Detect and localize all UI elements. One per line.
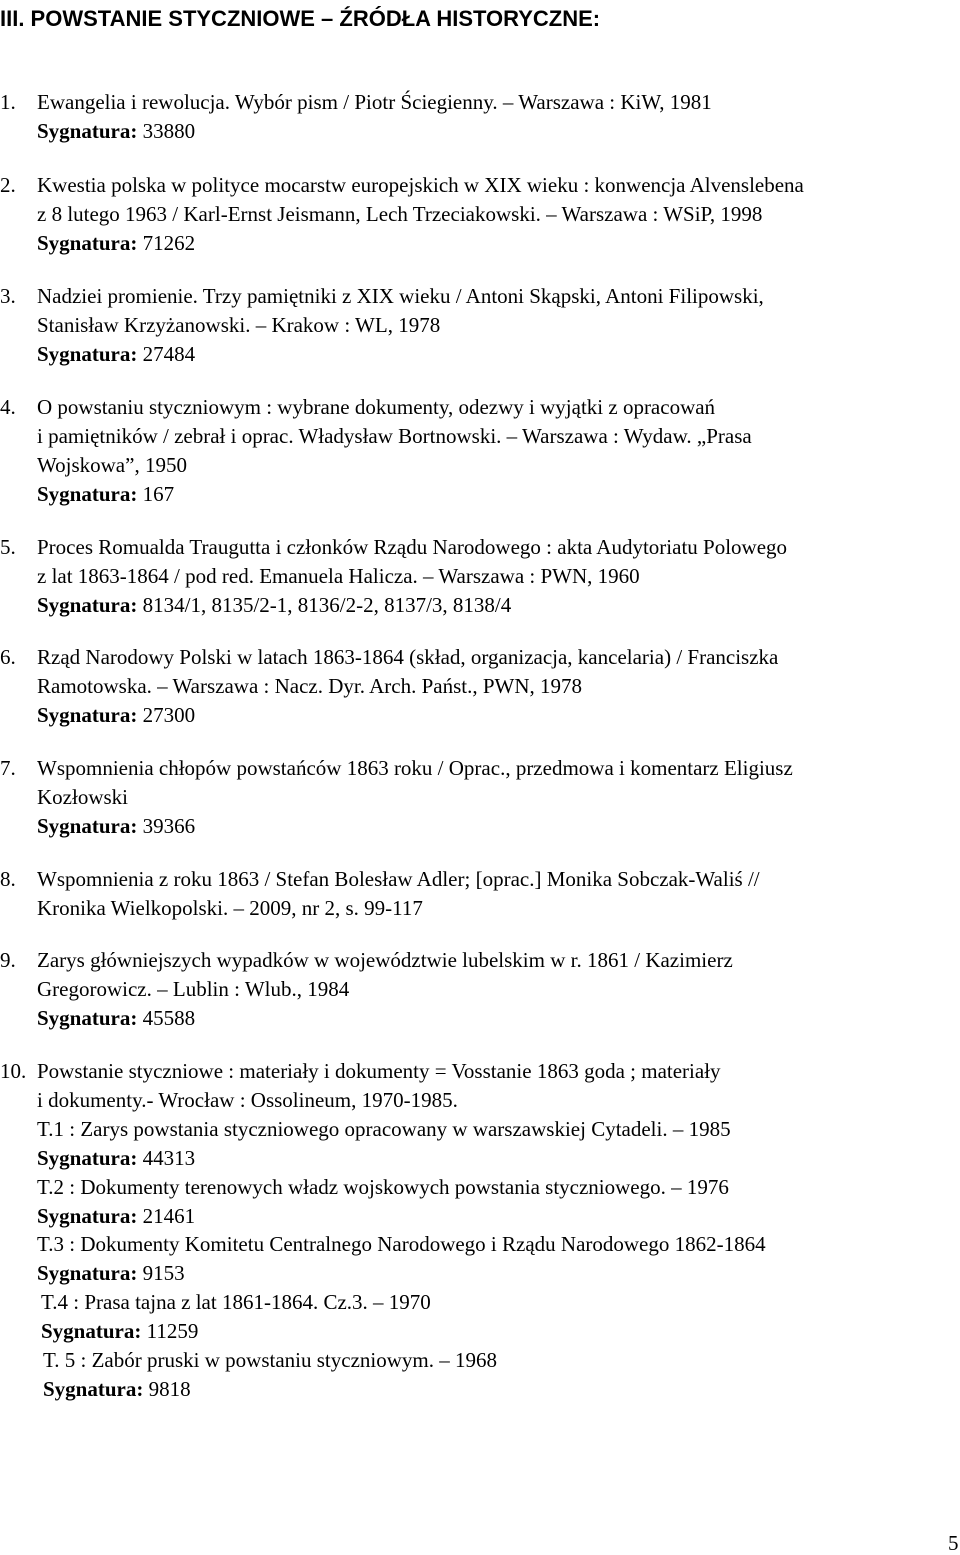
signature-line <box>37 229 940 258</box>
volume-entry <box>37 1230 937 1288</box>
entry-number: 5. <box>0 535 16 559</box>
entry-text-line: O powstaniu styczniowym : wybrane dokumenty, odezwy i wyjątki z opracowań <box>37 395 716 419</box>
entry-number: 10. <box>0 1059 27 1083</box>
entry-text-line: Gregorowicz. – Lublin : Wlub., 1984 <box>37 977 350 1001</box>
signature-line <box>37 1202 937 1231</box>
entry-text-line: Zarys główniejszych wypadków w województwie lubelskim w r. 1861 / Kazimierz <box>37 948 733 972</box>
entry-body <box>37 533 940 620</box>
signature-line <box>37 591 940 620</box>
bibliography-entry <box>0 865 940 923</box>
entry-number: 4. <box>0 395 16 419</box>
signature-label: Sygnatura: <box>37 482 138 506</box>
entry-text-line: z lat 1863-1864 / pod red. Emanuela Halicza. – Warszawa : PWN, 1960 <box>37 564 640 588</box>
bibliography-entry <box>0 754 940 841</box>
signature-value: 27300 <box>142 703 196 727</box>
signature-line <box>37 701 940 730</box>
bibliography-entry <box>0 282 940 369</box>
signature-line <box>37 340 940 369</box>
signature-value: 44313 <box>142 1146 196 1170</box>
signature-line <box>41 1317 941 1346</box>
volume-title: T.4 : Prasa tajna z lat 1861-1864. Cz.3. – 1970 <box>41 1290 431 1314</box>
bibliography-entry <box>0 393 940 509</box>
bibliography-entry <box>0 88 940 146</box>
signature-label: Sygnatura: <box>37 703 138 727</box>
entry-number: 1. <box>0 90 16 114</box>
volume-entry <box>41 1288 941 1346</box>
signature-line <box>37 1144 937 1173</box>
entry-text-line: Wspomnienia z roku 1863 / Stefan Bolesław Adler; [oprac.] Monika Sobczak-Waliś // <box>37 867 760 891</box>
signature-value: 167 <box>142 482 175 506</box>
signature-value: 11259 <box>146 1319 199 1343</box>
entry-text-line: Ramotowska. – Warszawa : Nacz. Dyr. Arch. Państ., PWN, 1978 <box>37 674 582 698</box>
entry-number: 7. <box>0 756 16 780</box>
entry-body <box>37 88 940 146</box>
signature-value: 9818 <box>148 1377 191 1401</box>
entry-body <box>37 282 940 369</box>
entry-body <box>37 643 940 730</box>
signature-label: Sygnatura: <box>37 1006 138 1030</box>
entry-body <box>37 393 940 509</box>
entry-number: 9. <box>0 948 16 972</box>
bibliography-entry <box>0 533 940 620</box>
volume-title: T. 5 : Zabór pruski w powstaniu styczniowym. – 1968 <box>43 1348 497 1372</box>
signature-value: 71262 <box>142 231 196 255</box>
entry-text-line: z 8 lutego 1963 / Karl-Ernst Jeismann, Lech Trzeciakowski. – Warszawa : WSiP, 1998 <box>37 202 763 226</box>
entry-text-line: Kozłowski <box>37 785 128 809</box>
signature-value: 8134/1, 8135/2-1, 8136/2-2, 8137/3, 8138/4 <box>142 593 512 617</box>
signature-label: Sygnatura: <box>41 1319 142 1343</box>
bibliography-entry <box>0 1057 940 1115</box>
signature-value: 9153 <box>142 1261 185 1285</box>
volume-title: T.3 : Dokumenty Komitetu Centralnego Narodowego i Rządu Narodowego 1862-1864 <box>37 1232 766 1256</box>
entry-text-line: Kwestia polska w polityce mocarstw europejskich w XIX wieku : konwencja Alvenslebena <box>37 173 804 197</box>
signature-line <box>37 1259 937 1288</box>
section-heading: III. POWSTANIE STYCZNIOWE – ŹRÓDŁA HISTORYCZNE: <box>0 6 601 31</box>
entry-text-line: Stanisław Krzyżanowski. – Krakow : WL, 1978 <box>37 313 441 337</box>
bibliography-entry <box>0 171 940 258</box>
entry-body <box>37 1057 940 1115</box>
entry-number: 8. <box>0 867 16 891</box>
signature-label: Sygnatura: <box>37 119 138 143</box>
entry-body <box>37 946 940 1033</box>
signature-line <box>37 480 940 509</box>
signature-value: 27484 <box>142 342 196 366</box>
signature-label: Sygnatura: <box>37 814 138 838</box>
signature-value: 39366 <box>142 814 196 838</box>
entry-text-line: Powstanie styczniowe : materiały i dokumenty = Vosstanie 1863 goda ; materiały <box>37 1059 721 1083</box>
signature-label: Sygnatura: <box>37 342 138 366</box>
entry-text-line: Nadziei promienie. Trzy pamiętniki z XIX wieku / Antoni Skąpski, Antoni Filipowski, <box>37 284 764 308</box>
page-number: 5 <box>948 1531 959 1555</box>
entry-number: 3. <box>0 284 16 308</box>
entry-number: 6. <box>0 645 16 669</box>
bibliography-entry <box>0 643 940 730</box>
volume-title: T.2 : Dokumenty terenowych władz wojskowych powstania styczniowego. – 1976 <box>37 1175 729 1199</box>
entry-text-line: Ewangelia i rewolucja. Wybór pism / Piotr Ściegienny. – Warszawa : KiW, 1981 <box>37 90 712 114</box>
signature-line <box>37 1004 940 1033</box>
entry-text-line: Wspomnienia chłopów powstańców 1863 roku / Oprac., przedmowa i komentarz Eligiusz <box>37 756 793 780</box>
volume-entry <box>37 1115 937 1173</box>
signature-line <box>37 812 940 841</box>
signature-label: Sygnatura: <box>43 1377 144 1401</box>
volume-entry <box>43 1346 943 1404</box>
signature-label: Sygnatura: <box>37 1146 138 1170</box>
signature-label: Sygnatura: <box>37 231 138 255</box>
entry-number: 2. <box>0 173 16 197</box>
signature-line <box>43 1375 943 1404</box>
signature-value: 45588 <box>142 1006 196 1030</box>
signature-label: Sygnatura: <box>37 1261 138 1285</box>
entry-text-line: i pamiętników / zebrał i oprac. Władysław Bortnowski. – Warszawa : Wydaw. „Prasa <box>37 424 752 448</box>
entry-body <box>37 865 940 923</box>
entry-body <box>37 754 940 841</box>
signature-label: Sygnatura: <box>37 593 138 617</box>
entry-text-line: i dokumenty.- Wrocław : Ossolineum, 1970-1985. <box>37 1088 458 1112</box>
entry-text-line: Kronika Wielkopolski. – 2009, nr 2, s. 99-117 <box>37 896 423 920</box>
volume-title: T.1 : Zarys powstania styczniowego opracowany w warszawskiej Cytadeli. – 1985 <box>37 1117 731 1141</box>
signature-line <box>37 117 940 146</box>
entry-text-line: Rząd Narodowy Polski w latach 1863-1864 (skład, organizacja, kancelaria) / Franciszka <box>37 645 779 669</box>
entry-text-line: Wojskowa”, 1950 <box>37 453 187 477</box>
bibliography-entry <box>0 946 940 1033</box>
signature-label: Sygnatura: <box>37 1204 138 1228</box>
signature-value: 21461 <box>142 1204 196 1228</box>
volume-entry <box>37 1173 937 1231</box>
entry-body <box>37 171 940 258</box>
entry-text-line: Proces Romualda Traugutta i członków Rządu Narodowego : akta Audytoriatu Polowego <box>37 535 788 559</box>
signature-value: 33880 <box>142 119 196 143</box>
